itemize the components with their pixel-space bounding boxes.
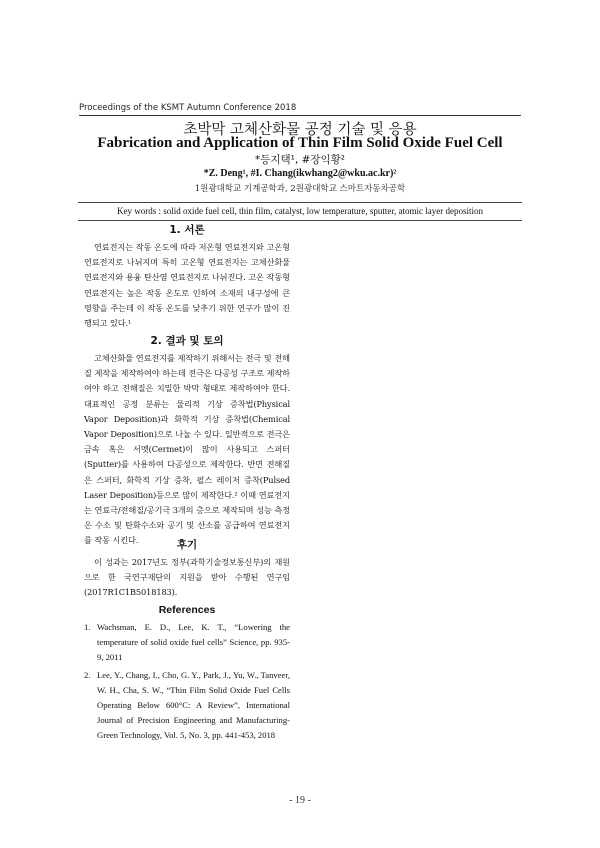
reference-item: [84, 620, 290, 666]
ack-paragraph: 이 성과는 2017년도 정부(과학기술정보통신부)의 재원으로 한 국연구재단의 지원을 받아 수행된 연구임(2017R1C1B5018183).: [84, 557, 290, 598]
reference-number: 1.: [84, 622, 91, 632]
authors-korean: *등지택¹, #장익황²: [255, 154, 345, 166]
references-list: [84, 620, 290, 744]
ack-heading: 후기: [176, 539, 198, 551]
affiliations: 1원광대학교 기계공학과, 2원광대학교 스마트자동차공학: [194, 184, 406, 194]
proceedings-header: Proceedings of the KSMT Autumn Conference 2018: [79, 103, 521, 116]
section-acknowledgement: [84, 537, 290, 601]
title-english: Fabrication and Application of Thin Film Solid Oxide Fuel Cell: [97, 135, 503, 151]
section-references: [84, 604, 290, 744]
references-heading: References: [158, 604, 216, 616]
reference-number: 2.: [84, 669, 91, 680]
results-heading: 2. 결과 및 토의: [150, 335, 224, 347]
intro-heading: 1. 서론: [169, 224, 205, 236]
authors-english: *Z. Deng¹, #I. Chang(ikwhang2@wku.ac.kr)²: [203, 168, 397, 179]
reference-text: Lee, Y., Chang, I., Cho, G. Y., Park, J., Yu, W., Tanveer, W. H., Cha, S. W., “Thin Film Solid Oxide Fuel Cells Operating Below 600°C: A Review”, International Journal of Precision Engineering and Manufacturing-Green Technology, Vol. 5, No. 3, pp. 441-453, 2018: [97, 669, 290, 741]
page-number: - 19 -: [289, 795, 311, 806]
section-introduction: [84, 222, 290, 331]
intro-paragraph: 연료전지는 작동 온도에 따라 저온형 연료전지와 고온형 연료전지로 나뉘지며 특히 고온형 연료전지는 고체산화물 연료전지와 용융 탄산염 연료전지로 나뉘진다. 고온 작동형 연료전지는 높은 작동 온도로 인하여 소재의 내구성에 큰 영향을 주는데 이 작동 온도를 낮추기 위한 연구가 많이 진행되고 있다.¹: [84, 242, 290, 329]
results-paragraph: 고체산화물 연료전지를 제작하기 위해서는 전극 및 전해질 제작을 제작하여야 하는데 전극은 다공성 구조로 제작하여야 하고 전해질은 치밀한 박막 형태로 제작하여야 한다. 대표적인 공정 분류는 물리적 기상 증착법(Physical Vapor Deposition)과 화학적 기상 증착법(Chemical Vapor Deposition)으로 나눌 수 있다. 일반적으로 전극은 금속 혹은 서멧(Cermet)이 많이 사용되고 스퍼터(Sputter)를 사용하여 다공성으로 제작한다. 반면 전해질은 스퍼터, 화학적 기상 증착, 펄스 레이저 증착(Pulsed Laser Deposition)등으로 많이 제작한다.² 이때 연료전지는 연료극/전해질/공기극 3개의 층으로 제작되며 성능 측정은 수소 및 탄화수소와 공기 및 산소를 공급하여 연료전지를 작동 시킨다.: [84, 353, 290, 546]
reference-item: [84, 668, 290, 744]
keywords: Key words : solid oxide fuel cell, thin film, catalyst, low temperature, sputter, atomic layer deposition: [78, 202, 522, 221]
section-results: [84, 333, 290, 549]
reference-text: Wachsman, E. D., Lee, K. T., “Lowering the temperature of solid oxide fuel cells” Science, pp. 935-9, 2011: [97, 622, 290, 663]
title-korean: 초박막 고체산화물 공정 기술 및 응용: [183, 122, 417, 138]
